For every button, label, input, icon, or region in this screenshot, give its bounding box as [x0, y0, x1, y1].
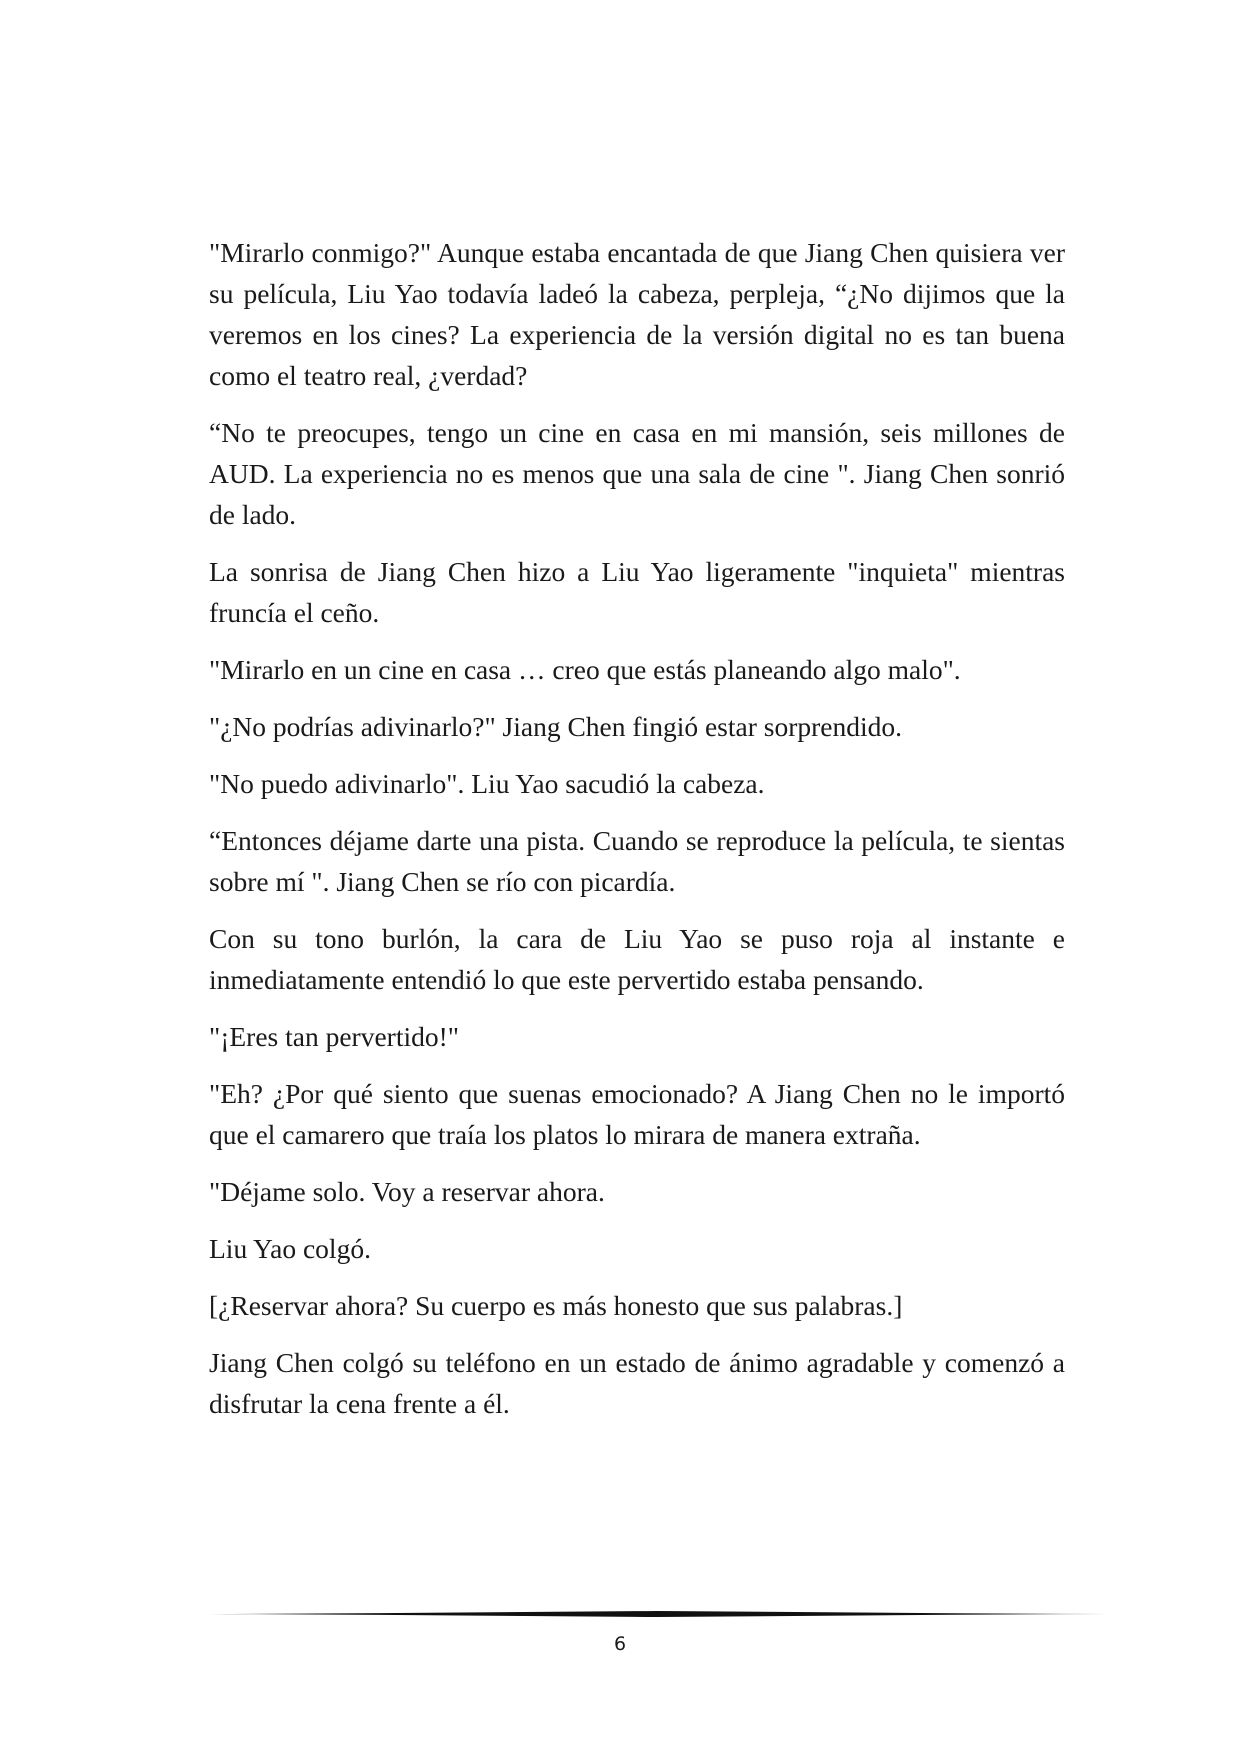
paragraph: "¡Eres tan pervertido!" — [209, 1021, 459, 1052]
paragraph: “Entonces déjame darte una pista. Cuando se reproduce la película, te sientas sobre mí ". Jiang Chen se río con picardía. — [209, 825, 1065, 897]
page-number: 6 — [613, 1633, 627, 1655]
body-text — [209, 232, 1065, 1440]
footer-divider-shape — [208, 1611, 1108, 1617]
paragraph: "Eh? ¿Por qué siento que suenas emocionado? A Jiang Chen no le importó que el camarero que traía los platos lo mirara de manera extraña. — [209, 1078, 1065, 1150]
footer-divider — [208, 1608, 1108, 1620]
paragraph: "¿No podrías adivinarlo?" Jiang Chen fingió estar sorprendido. — [209, 711, 902, 742]
paragraph: La sonrisa de Jiang Chen hizo a Liu Yao ligeramente "inquieta" mientras fruncía el ceño. — [209, 556, 1065, 628]
paragraph: Liu Yao colgó. — [209, 1233, 371, 1264]
paragraph: Jiang Chen colgó su teléfono en un estado de ánimo agradable y comenzó a disfrutar la cena frente a él. — [209, 1347, 1065, 1419]
paragraph: Con su tono burlón, la cara de Liu Yao se puso roja al instante e inmediatamente entendió lo que este pervertido estaba pensando. — [209, 923, 1065, 995]
paragraph: [¿Reservar ahora? Su cuerpo es más honesto que sus palabras.] — [209, 1290, 903, 1321]
paragraph: “No te preocupes, tengo un cine en casa en mi mansión, seis millones de AUD. La experiencia no es menos que una sala de cine ". Jiang Chen sonrió de lado. — [209, 417, 1065, 530]
paragraph: "Mirarlo conmigo?" Aunque estaba encantada de que Jiang Chen quisiera ver su película, Liu Yao todavía ladeó la cabeza, perpleja, “¿No dijimos que la veremos en los cines? La experiencia de la versión digital no es tan buena como el teatro real, ¿verdad? — [209, 237, 1065, 391]
paragraph: "Mirarlo en un cine en casa … creo que estás planeando algo malo". — [209, 654, 961, 685]
paragraph: "Déjame solo. Voy a reservar ahora. — [209, 1176, 605, 1207]
paragraph: "No puedo adivinarlo". Liu Yao sacudió la cabeza. — [209, 768, 765, 799]
